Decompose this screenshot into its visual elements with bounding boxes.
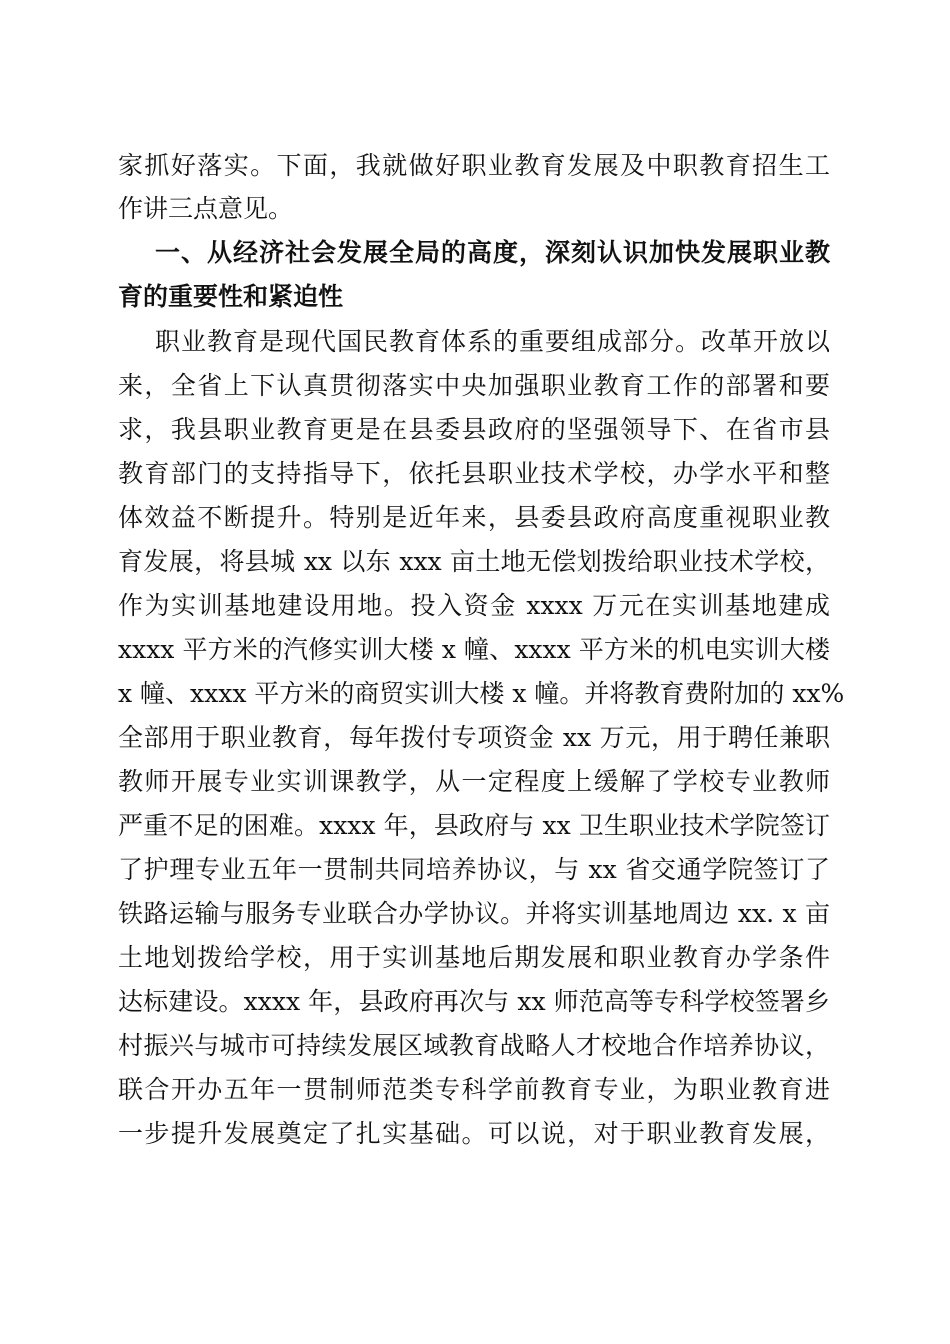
body-text-line: 育发展，将县城 xx 以东 xxx 亩土地无偿划拨给职业技术学校， bbox=[118, 547, 830, 576]
body-text-line: 达标建设。xxxx 年，县政府再次与 xx 师范高等专科学校签署乡 bbox=[118, 987, 830, 1016]
body-text-line: 家抓好落实。下面，我就做好职业教育发展及中职教育招生工 bbox=[118, 151, 830, 180]
body-text-line: 严重不足的困难。xxxx 年，县政府与 xx 卫生职业技术学院签订 bbox=[118, 811, 830, 840]
body-text-line: 了护理专业五年一贯制共同培养协议，与 xx 省交通学院签订了 bbox=[118, 855, 830, 884]
body-text-line: 职业教育是现代国民教育体系的重要组成部分。改革开放以 bbox=[155, 327, 830, 356]
body-text-line: xxxx 平方米的汽修实训大楼 x 幢、xxxx 平方米的机电实训大楼 bbox=[118, 635, 830, 664]
body-text-line: 作为实训基地建设用地。投入资金 xxxx 万元在实训基地建成 bbox=[118, 591, 830, 620]
body-text-line: 教育部门的支持指导下，依托县职业技术学校，办学水平和整 bbox=[118, 459, 830, 488]
body-text-line: 来，全省上下认真贯彻落实中央加强职业教育工作的部署和要 bbox=[118, 371, 830, 400]
body-text-line: 联合开办五年一贯制师范类专科学前教育专业，为职业教育进 bbox=[118, 1075, 830, 1104]
body-text-line: 村振兴与城市可持续发展区域教育战略人才校地合作培养协议， bbox=[118, 1031, 830, 1060]
body-text-line: 作讲三点意见。 bbox=[118, 194, 294, 223]
body-text-line: 铁路运输与服务专业联合办学协议。并将实训基地周边 xx. x 亩 bbox=[118, 899, 830, 928]
section-heading-line: 一、从经济社会发展全局的高度，深刻认识加快发展职业教 bbox=[155, 238, 830, 267]
section-heading-line: 育的重要性和紧迫性 bbox=[118, 282, 344, 311]
body-text-line: x 幢、xxxx 平方米的商贸实训大楼 x 幢。并将教育费附加的 xx% bbox=[118, 679, 845, 708]
body-text-line: 一步提升发展奠定了扎实基础。可以说，对于职业教育发展， bbox=[118, 1119, 830, 1148]
body-text-line: 土地划拨给学校，用于实训基地后期发展和职业教育办学条件 bbox=[118, 943, 830, 972]
body-text-line: 体效益不断提升。特别是近年来，县委县政府高度重视职业教 bbox=[118, 503, 830, 532]
body-text-line: 求，我县职业教育更是在县委县政府的坚强领导下、在省市县 bbox=[118, 415, 830, 444]
body-text-line: 全部用于职业教育，每年拨付专项资金 xx 万元，用于聘任兼职 bbox=[118, 723, 830, 752]
body-text-line: 教师开展专业实训课教学，从一定程度上缓解了学校专业教师 bbox=[118, 767, 830, 796]
